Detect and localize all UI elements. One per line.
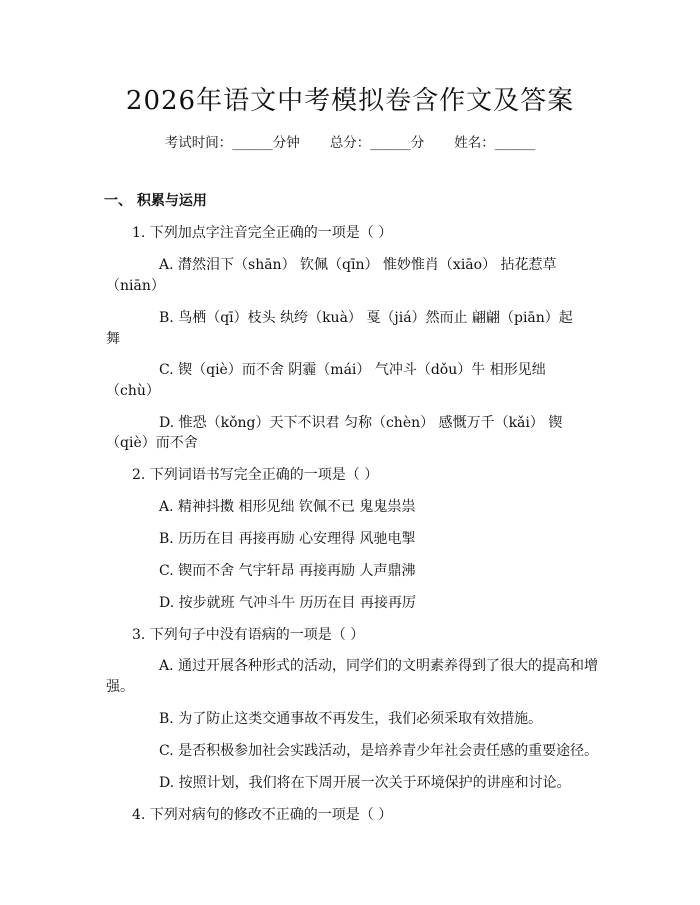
question-1-option-b: B. 鸟栖（qī）枝头 纨绔（kuà） 戛（jiá）然而止 翩翩（piān）起: [159, 310, 573, 326]
question-1-option-c-cont: （chù）: [106, 383, 160, 399]
question-2-stem: 2. 下列词语书写完全正确的一项是（ ）: [132, 467, 379, 483]
question-4-stem: 4. 下列对病句的修改不正确的一项是（ ）: [132, 807, 393, 823]
question-1-option-c: C. 锲（qiè）而不舍 阴霾（mái） 气冲斗（dǒu）牛 相形见绌: [159, 362, 546, 378]
question-2-option-a: A. 精神抖擞 相形见绌 钦佩不已 鬼鬼祟祟: [159, 499, 416, 515]
question-1-stem: 1. 下列加点字注音完全正确的一项是（ ）: [132, 225, 393, 241]
page-title: 2026年语文中考模拟卷含作文及答案: [125, 86, 575, 116]
question-3-option-a-cont: 强。: [106, 679, 134, 695]
exam-info-line: [0, 131, 700, 151]
student-name-field: 姓名：______: [454, 135, 536, 151]
question-3-option-d: D. 按照计划，我们将在下周开展一次关于环境保护的讲座和讨论。: [159, 775, 571, 791]
question-3-option-c: C. 是否积极参加社会实践活动，是培养青少年社会责任感的重要途径。: [159, 743, 599, 759]
total-score-field: 总分：______分: [329, 135, 425, 151]
question-1-option-d: D. 惟恐（kǒng）天下不识君 匀称（chèn） 感慨万千（kǎi） 锲: [159, 415, 563, 431]
question-2-option-b: B. 历历在目 再接再励 心安理得 风驰电掣: [159, 531, 416, 547]
question-3-option-a: A. 通过开展各种形式的活动，同学们的文明素养得到了很大的提高和增: [159, 658, 599, 674]
exam-time-field: 考试时间：______分钟: [164, 135, 300, 151]
section-heading: 一、 积累与运用: [104, 193, 207, 209]
question-2-option-c: C. 锲而不舍 气宇轩昂 再接再励 人声鼎沸: [159, 563, 416, 579]
question-1-option-a: A. 潸然泪下（shān） 钦佩（qīn） 惟妙惟肖（xiāo） 拈花惹草: [159, 257, 557, 273]
question-3-stem: 3. 下列句子中没有语病的一项是（ ）: [132, 627, 365, 643]
question-1-option-a-cont: （niān）: [106, 278, 165, 294]
question-1-option-b-cont: 舞: [106, 331, 120, 347]
question-2-option-d: D. 按步就班 气冲斗牛 历历在目 再接再厉: [159, 595, 416, 611]
question-3-option-b: B. 为了防止这类交通事故不再发生，我们必须采取有效措施。: [159, 711, 543, 727]
question-1-option-d-cont: （qiè）而不舍: [106, 435, 198, 451]
